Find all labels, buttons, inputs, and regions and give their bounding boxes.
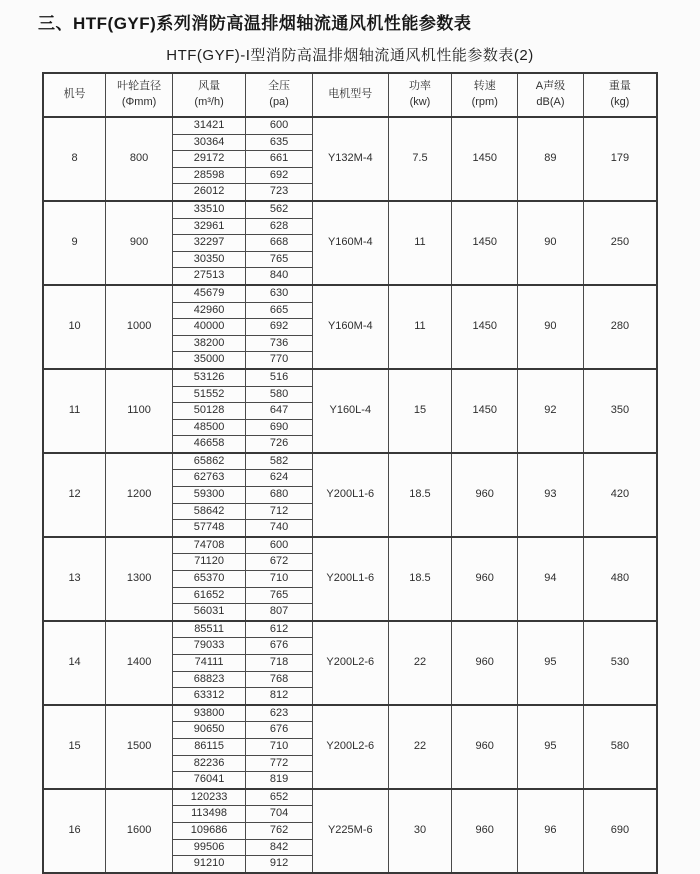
cell-noise-level: 95 (518, 705, 584, 789)
cell-noise-level: 92 (518, 369, 584, 453)
cell-pressure: 562 (246, 201, 313, 218)
cell-weight: 580 (583, 705, 657, 789)
cell-pressure: 680 (246, 487, 313, 504)
cell-machine-no: 14 (43, 621, 106, 705)
cell-airflow: 42960 (173, 302, 246, 319)
cell-airflow: 28598 (173, 167, 246, 184)
cell-pressure: 676 (246, 722, 313, 739)
cell-power: 18.5 (388, 537, 452, 621)
cell-pressure: 612 (246, 621, 313, 638)
cell-pressure: 710 (246, 571, 313, 588)
cell-airflow: 93800 (173, 705, 246, 722)
cell-motor-model: Y200L1-6 (313, 537, 389, 621)
column-header-speed: 转速 (rpm) (452, 73, 518, 117)
table-row (43, 621, 657, 638)
cell-noise-level: 94 (518, 537, 584, 621)
cell-motor-model: Y160M-4 (313, 285, 389, 369)
table-subtitle: HTF(GYF)-I型消防高温排烟轴流通风机性能参数表(2) (166, 47, 534, 64)
cell-machine-no: 13 (43, 537, 106, 621)
cell-airflow: 26012 (173, 184, 246, 201)
cell-noise-level: 96 (518, 789, 584, 873)
fan-table-body (43, 117, 657, 873)
cell-impeller-diameter: 900 (106, 201, 173, 285)
cell-pressure: 676 (246, 638, 313, 655)
cell-airflow: 51552 (173, 386, 246, 403)
cell-weight: 179 (583, 117, 657, 201)
cell-airflow: 31421 (173, 117, 246, 134)
cell-impeller-diameter: 1600 (106, 789, 173, 873)
column-header-power: 功率 (kw) (388, 73, 452, 117)
cell-pressure: 628 (246, 218, 313, 235)
cell-pressure: 842 (246, 839, 313, 856)
column-header-machine-no: 机号 (43, 73, 106, 117)
cell-airflow: 63312 (173, 688, 246, 705)
cell-impeller-diameter: 1200 (106, 453, 173, 537)
cell-airflow: 57748 (173, 520, 246, 537)
cell-airflow: 38200 (173, 335, 246, 352)
cell-airflow: 82236 (173, 755, 246, 772)
cell-pressure: 624 (246, 470, 313, 487)
cell-weight: 280 (583, 285, 657, 369)
cell-pressure: 647 (246, 403, 313, 420)
cell-pressure: 768 (246, 671, 313, 688)
column-header-impeller-diameter: 叶轮直径 (Φmm) (106, 73, 173, 117)
cell-pressure: 635 (246, 134, 313, 151)
cell-weight: 530 (583, 621, 657, 705)
cell-airflow: 113498 (173, 806, 246, 823)
cell-pressure: 772 (246, 755, 313, 772)
cell-weight: 350 (583, 369, 657, 453)
cell-speed: 960 (452, 705, 518, 789)
cell-power: 22 (388, 705, 452, 789)
cell-pressure: 819 (246, 772, 313, 789)
cell-airflow: 74708 (173, 537, 246, 554)
cell-pressure: 762 (246, 822, 313, 839)
cell-noise-level: 90 (518, 285, 584, 369)
cell-speed: 1450 (452, 117, 518, 201)
table-row (43, 117, 657, 134)
cell-airflow: 35000 (173, 352, 246, 369)
cell-power: 11 (388, 201, 452, 285)
cell-pressure: 580 (246, 386, 313, 403)
cell-airflow: 40000 (173, 319, 246, 336)
cell-motor-model: Y132M-4 (313, 117, 389, 201)
cell-pressure: 672 (246, 554, 313, 571)
cell-airflow: 53126 (173, 369, 246, 386)
page-title: 三、HTF(GYF)系列消防高温排烟轴流通风机性能参数表 (38, 14, 472, 33)
cell-airflow: 27513 (173, 268, 246, 285)
cell-airflow: 61652 (173, 587, 246, 604)
cell-pressure: 630 (246, 285, 313, 302)
cell-airflow: 74111 (173, 655, 246, 672)
cell-pressure: 661 (246, 151, 313, 168)
cell-power: 7.5 (388, 117, 452, 201)
cell-noise-level: 93 (518, 453, 584, 537)
cell-airflow: 79033 (173, 638, 246, 655)
fan-parameters-table (42, 72, 658, 874)
cell-power: 18.5 (388, 453, 452, 537)
table-header-row (43, 73, 657, 117)
cell-speed: 960 (452, 537, 518, 621)
cell-airflow: 45679 (173, 285, 246, 302)
cell-speed: 1450 (452, 201, 518, 285)
cell-airflow: 90650 (173, 722, 246, 739)
cell-motor-model: Y200L2-6 (313, 621, 389, 705)
column-header-motor-model: 电机型号 (313, 73, 389, 117)
cell-machine-no: 10 (43, 285, 106, 369)
cell-pressure: 600 (246, 537, 313, 554)
cell-airflow: 76041 (173, 772, 246, 789)
cell-airflow: 62763 (173, 470, 246, 487)
cell-pressure: 600 (246, 117, 313, 134)
cell-noise-level: 95 (518, 621, 584, 705)
cell-pressure: 807 (246, 604, 313, 621)
column-header-weight: 重量 (kg) (583, 73, 657, 117)
cell-airflow: 48500 (173, 419, 246, 436)
cell-pressure: 582 (246, 453, 313, 470)
cell-pressure: 704 (246, 806, 313, 823)
cell-speed: 960 (452, 453, 518, 537)
table-row (43, 537, 657, 554)
cell-airflow: 65862 (173, 453, 246, 470)
cell-pressure: 692 (246, 319, 313, 336)
cell-pressure: 665 (246, 302, 313, 319)
cell-impeller-diameter: 1300 (106, 537, 173, 621)
cell-machine-no: 15 (43, 705, 106, 789)
cell-airflow: 85511 (173, 621, 246, 638)
cell-machine-no: 8 (43, 117, 106, 201)
cell-airflow: 58642 (173, 503, 246, 520)
cell-airflow: 120233 (173, 789, 246, 806)
cell-airflow: 91210 (173, 856, 246, 873)
cell-power: 15 (388, 369, 452, 453)
cell-power: 22 (388, 621, 452, 705)
cell-motor-model: Y200L2-6 (313, 705, 389, 789)
cell-airflow: 65370 (173, 571, 246, 588)
cell-airflow: 30350 (173, 251, 246, 268)
cell-speed: 1450 (452, 369, 518, 453)
cell-motor-model: Y160L-4 (313, 369, 389, 453)
cell-airflow: 71120 (173, 554, 246, 571)
cell-impeller-diameter: 1400 (106, 621, 173, 705)
cell-speed: 1450 (452, 285, 518, 369)
cell-motor-model: Y160M-4 (313, 201, 389, 285)
cell-airflow: 109686 (173, 822, 246, 839)
cell-noise-level: 90 (518, 201, 584, 285)
cell-airflow: 50128 (173, 403, 246, 420)
cell-pressure: 765 (246, 587, 313, 604)
table-row (43, 705, 657, 722)
cell-machine-no: 9 (43, 201, 106, 285)
cell-pressure: 736 (246, 335, 313, 352)
cell-pressure: 712 (246, 503, 313, 520)
cell-airflow: 99506 (173, 839, 246, 856)
cell-impeller-diameter: 800 (106, 117, 173, 201)
cell-pressure: 623 (246, 705, 313, 722)
cell-pressure: 765 (246, 251, 313, 268)
cell-pressure: 710 (246, 738, 313, 755)
cell-airflow: 46658 (173, 436, 246, 453)
table-row (43, 369, 657, 386)
cell-impeller-diameter: 1500 (106, 705, 173, 789)
cell-airflow: 30364 (173, 134, 246, 151)
cell-pressure: 718 (246, 655, 313, 672)
cell-pressure: 668 (246, 235, 313, 252)
table-row (43, 285, 657, 302)
cell-weight: 420 (583, 453, 657, 537)
cell-airflow: 86115 (173, 738, 246, 755)
cell-pressure: 740 (246, 520, 313, 537)
cell-pressure: 690 (246, 419, 313, 436)
column-header-airflow: 风量 (m³/h) (173, 73, 246, 117)
cell-weight: 480 (583, 537, 657, 621)
cell-airflow: 32961 (173, 218, 246, 235)
cell-speed: 960 (452, 789, 518, 873)
cell-airflow: 33510 (173, 201, 246, 218)
cell-motor-model: Y200L1-6 (313, 453, 389, 537)
cell-pressure: 692 (246, 167, 313, 184)
cell-airflow: 32297 (173, 235, 246, 252)
cell-pressure: 840 (246, 268, 313, 285)
cell-impeller-diameter: 1100 (106, 369, 173, 453)
cell-power: 30 (388, 789, 452, 873)
cell-speed: 960 (452, 621, 518, 705)
cell-weight: 690 (583, 789, 657, 873)
column-header-pressure: 全压 (pa) (246, 73, 313, 117)
cell-power: 11 (388, 285, 452, 369)
cell-airflow: 56031 (173, 604, 246, 621)
cell-airflow: 68823 (173, 671, 246, 688)
cell-noise-level: 89 (518, 117, 584, 201)
column-header-noise-level: A声级 dB(A) (518, 73, 584, 117)
cell-weight: 250 (583, 201, 657, 285)
cell-pressure: 770 (246, 352, 313, 369)
cell-machine-no: 16 (43, 789, 106, 873)
table-row (43, 453, 657, 470)
cell-pressure: 812 (246, 688, 313, 705)
cell-pressure: 726 (246, 436, 313, 453)
table-row (43, 789, 657, 806)
cell-airflow: 59300 (173, 487, 246, 504)
cell-impeller-diameter: 1000 (106, 285, 173, 369)
cell-motor-model: Y225M-6 (313, 789, 389, 873)
table-row (43, 201, 657, 218)
cell-machine-no: 12 (43, 453, 106, 537)
cell-pressure: 516 (246, 369, 313, 386)
cell-pressure: 723 (246, 184, 313, 201)
cell-pressure: 652 (246, 789, 313, 806)
cell-airflow: 29172 (173, 151, 246, 168)
cell-pressure: 912 (246, 856, 313, 873)
cell-machine-no: 11 (43, 369, 106, 453)
